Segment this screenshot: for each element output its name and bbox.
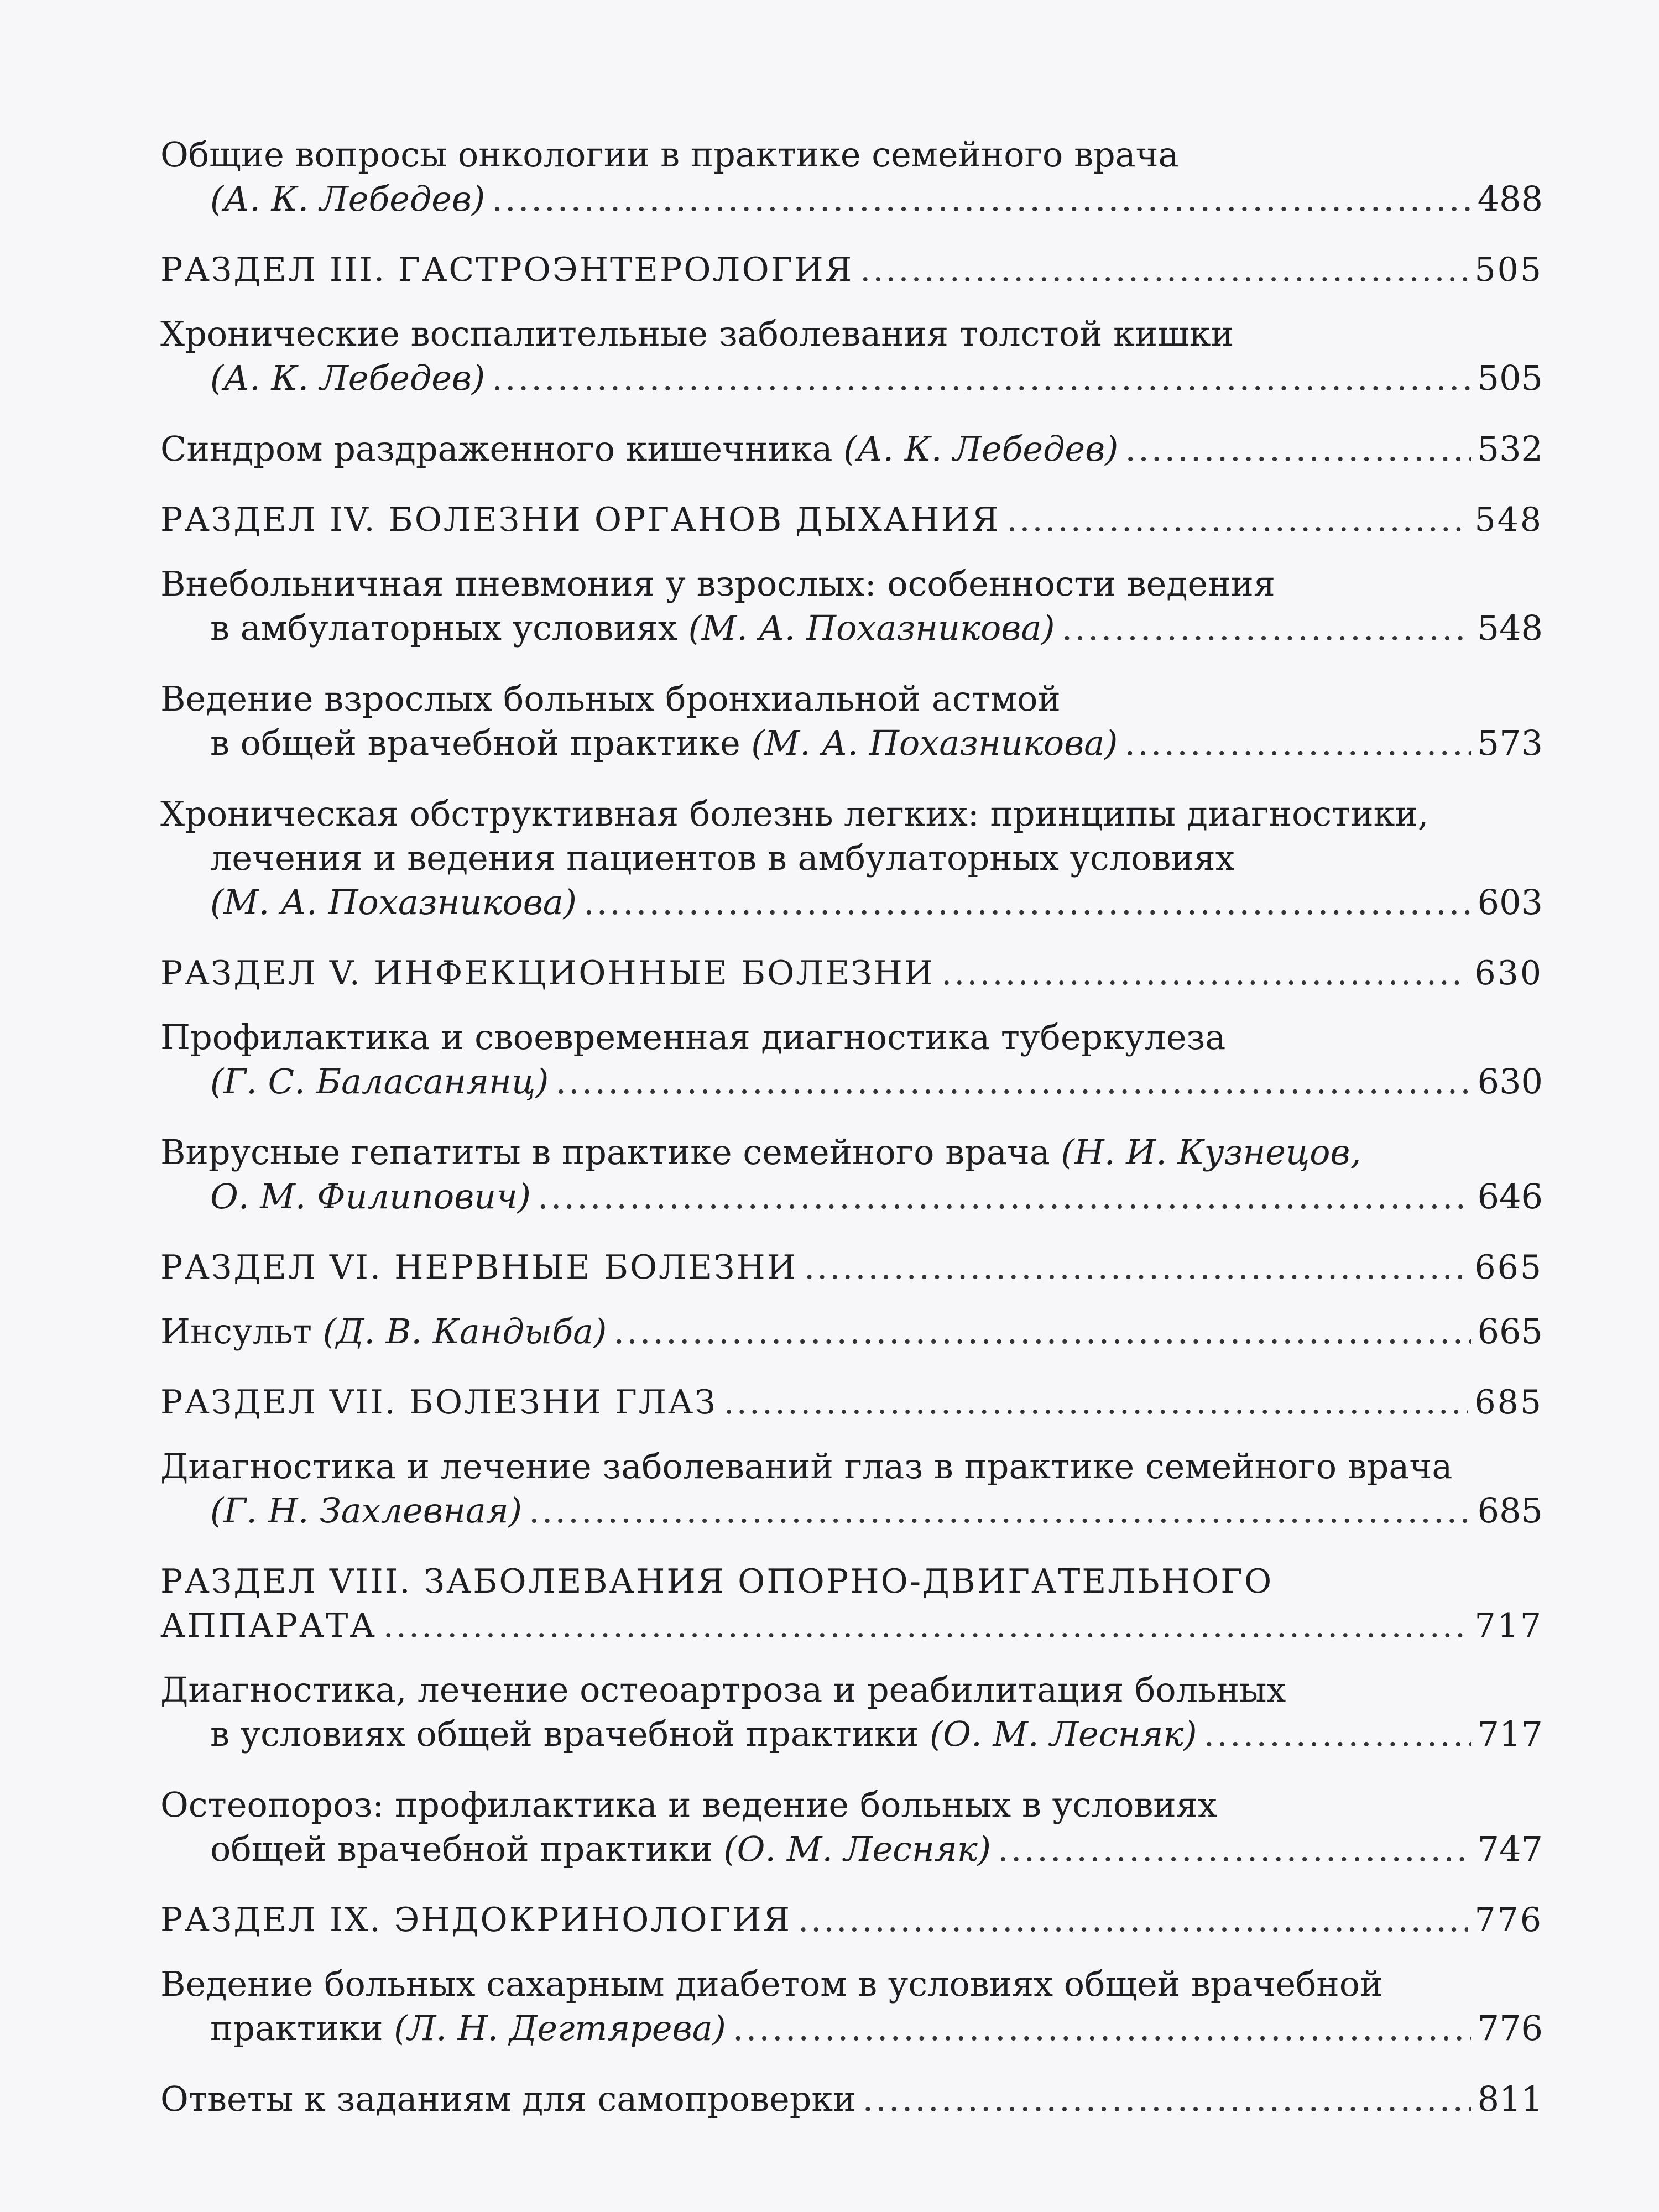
page-number: 717 — [1474, 1606, 1543, 1645]
entry-title — [160, 1559, 1273, 1604]
entry-title — [210, 1175, 531, 1219]
entry-title — [160, 1310, 607, 1354]
page-number: 603 — [1477, 882, 1543, 922]
toc-entry[interactable] — [160, 2077, 1543, 2121]
entry-author: О. М. Филипович) — [210, 1176, 531, 1217]
entry-text: РАЗДЕЛ VIII. ЗАБОЛЕВАНИЯ ОПОРНО-ДВИГАТЕЛЬНОГО — [160, 1562, 1274, 1601]
toc-line — [160, 356, 1543, 400]
entry-text: РАЗДЕЛ III. ГАСТРОЭНТЕРОЛОГИЯ — [160, 251, 854, 289]
page-number: 630 — [1474, 954, 1543, 993]
entry-author: (А. К. Лебедев) — [210, 358, 486, 398]
page-number: 747 — [1477, 1829, 1543, 1869]
page-number: 685 — [1477, 1490, 1543, 1531]
entry-author: (О. М. Лесняк) — [929, 1714, 1197, 1754]
toc-section[interactable] — [160, 248, 1543, 292]
toc-entry[interactable] — [160, 312, 1543, 400]
entry-title — [160, 248, 853, 292]
toc-line — [160, 1712, 1543, 1756]
toc-line — [160, 1130, 1543, 1175]
entry-text: РАЗДЕЛ V. ИНФЕКЦИОННЫЕ БОЛЕЗНИ — [160, 954, 935, 993]
page-number: 776 — [1477, 2008, 1543, 2048]
entry-title — [210, 606, 1055, 650]
entry-title — [160, 133, 1179, 177]
entry-text: Остеопороз: профилактика и ведение больных в условиях — [160, 1785, 1217, 1825]
toc-line — [160, 1668, 1543, 1712]
toc-entry[interactable] — [160, 792, 1543, 925]
entry-text: Ведение взрослых больных бронхиальной астмой — [160, 679, 1061, 719]
dot-leader — [492, 177, 1470, 221]
entry-text: Хроническая обструктивная болезнь легких: принципы диагностики, — [160, 794, 1429, 834]
page-number: 665 — [1474, 1248, 1543, 1287]
toc-section[interactable] — [160, 1245, 1543, 1290]
entry-title — [160, 427, 1118, 471]
entry-title — [210, 177, 485, 221]
entry-author: (М. А. Похазникова) — [751, 723, 1118, 763]
toc-entry[interactable] — [160, 1015, 1543, 1104]
entry-title — [160, 562, 1275, 606]
entry-text: Инсульт — [160, 1311, 323, 1352]
entry-text: в условиях общей врачебной практики — [210, 1714, 930, 1754]
toc-line — [160, 1898, 1543, 1942]
dot-leader — [724, 1380, 1468, 1425]
entry-title — [160, 1015, 1225, 1060]
toc-line — [160, 1015, 1543, 1060]
toc-line — [160, 1827, 1543, 1871]
table-of-contents — [160, 133, 1543, 2148]
entry-title — [210, 880, 577, 925]
entry-author: (О. М. Лесняк) — [723, 1829, 991, 1869]
entry-title — [210, 721, 1118, 765]
dot-leader — [998, 1827, 1471, 1871]
toc-entry[interactable] — [160, 133, 1543, 221]
toc-line — [160, 951, 1543, 995]
dot-leader — [529, 1489, 1471, 1533]
toc-line — [160, 133, 1543, 177]
toc-line — [160, 1310, 1543, 1354]
toc-entry[interactable] — [160, 677, 1543, 765]
toc-line — [160, 312, 1543, 356]
dot-leader — [941, 951, 1468, 995]
dot-leader — [1204, 1712, 1471, 1756]
entry-text: общей врачебной практики — [210, 1829, 724, 1869]
entry-title — [160, 498, 1000, 542]
entry-title — [210, 1489, 522, 1533]
toc-entry[interactable] — [160, 1310, 1543, 1354]
entry-text: Диагностика, лечение остеоартроза и реабилитация больных — [160, 1670, 1286, 1710]
dot-leader — [583, 880, 1471, 925]
toc-line — [160, 1489, 1543, 1533]
entry-text: Вирусные гепатиты в практике семейного врача — [160, 1132, 1061, 1172]
entry-text: Общие вопросы онкологии в практике семейного врача — [160, 134, 1179, 175]
page-number: 665 — [1477, 1311, 1543, 1352]
toc-line — [160, 2006, 1543, 2051]
toc-line — [160, 677, 1543, 721]
toc-entry[interactable] — [160, 427, 1543, 471]
entry-text: Профилактика и своевременная диагностика туберкулеза — [160, 1017, 1226, 1057]
dot-leader — [798, 1898, 1468, 1942]
page-number: 685 — [1474, 1383, 1543, 1422]
dot-leader — [1124, 721, 1470, 765]
page-number: 776 — [1474, 1901, 1543, 1939]
entry-text: практики — [210, 2008, 394, 2048]
entry-text: в амбулаторных условиях — [210, 608, 688, 648]
entry-title — [160, 792, 1428, 836]
page-number: 630 — [1477, 1061, 1543, 1102]
toc-entry[interactable] — [160, 1783, 1543, 1871]
entry-text: Ведение больных сахарным диабетом в условиях общей врачебной — [160, 1964, 1383, 2004]
entry-title — [160, 1130, 1361, 1175]
dot-leader — [1006, 498, 1468, 542]
entry-text: РАЗДЕЛ VI. НЕРВНЫЕ БОЛЕЗНИ — [160, 1248, 798, 1287]
entry-author: (Г. Н. Захлевная) — [210, 1490, 522, 1531]
toc-line — [160, 1380, 1543, 1425]
toc-section[interactable] — [160, 1559, 1543, 1648]
toc-entry[interactable] — [160, 1130, 1543, 1219]
dot-leader — [492, 356, 1470, 400]
toc-line — [160, 1175, 1543, 1219]
dot-leader — [538, 1175, 1471, 1219]
entry-title — [160, 312, 1234, 356]
toc-line — [160, 721, 1543, 765]
page-number: 573 — [1477, 723, 1543, 763]
entry-title — [160, 1604, 377, 1648]
toc-entry[interactable] — [160, 1444, 1543, 1533]
toc-entry[interactable] — [160, 1962, 1543, 2051]
entry-text: РАЗДЕЛ IX. ЭНДОКРИНОЛОГИЯ — [160, 1901, 792, 1939]
toc-section[interactable] — [160, 498, 1543, 542]
page-number: 811 — [1477, 2079, 1543, 2119]
entry-text: в общей врачебной практике — [210, 723, 752, 763]
entry-author: (Л. Н. Дегтярева) — [394, 2008, 726, 2048]
page-number: 532 — [1477, 429, 1543, 469]
entry-author: (А. К. Лебедев) — [843, 429, 1119, 469]
toc-line — [160, 836, 1543, 880]
entry-text: Синдром раздраженного кишечника — [160, 429, 844, 469]
entry-text: Внебольничная пневмония у взрослых: особенности ведения — [160, 564, 1275, 604]
toc-line — [160, 1962, 1543, 2006]
entry-title — [210, 836, 1235, 880]
entry-title — [160, 1898, 791, 1942]
toc-line — [160, 1559, 1543, 1604]
dot-leader — [804, 1245, 1468, 1290]
dot-leader — [613, 1310, 1470, 1354]
entry-title — [160, 677, 1061, 721]
toc-line — [160, 792, 1543, 836]
page-number: 548 — [1477, 608, 1543, 648]
entry-title — [210, 1712, 1197, 1756]
page-number: 505 — [1477, 358, 1543, 398]
toc-line — [160, 1060, 1543, 1104]
toc-line — [160, 248, 1543, 292]
entry-title — [160, 1668, 1286, 1712]
toc-line — [160, 1783, 1543, 1827]
toc-section[interactable] — [160, 1380, 1543, 1425]
entry-title — [160, 1380, 717, 1425]
toc-section[interactable] — [160, 1898, 1543, 1942]
entry-title — [210, 2006, 726, 2051]
dot-leader — [733, 2006, 1471, 2051]
dot-leader — [1125, 427, 1470, 471]
toc-entry[interactable] — [160, 1668, 1543, 1756]
entry-text: АППАРАТА — [160, 1606, 377, 1645]
entry-author: (А. К. Лебедев) — [210, 179, 486, 219]
entry-title — [160, 1783, 1217, 1827]
page-number: 646 — [1477, 1176, 1543, 1217]
entry-title — [160, 951, 935, 995]
entry-text: Хронические воспалительные заболевания толстой кишки — [160, 314, 1234, 354]
toc-line — [160, 177, 1543, 221]
toc-entry[interactable] — [160, 562, 1543, 650]
page-number: 488 — [1477, 179, 1543, 219]
toc-line — [160, 2077, 1543, 2121]
page-number: 717 — [1477, 1714, 1543, 1754]
toc-line — [160, 427, 1543, 471]
dot-leader — [860, 248, 1468, 292]
entry-author: (Н. И. Кузнецов, — [1061, 1132, 1361, 1172]
entry-title — [210, 1060, 549, 1104]
entry-author: (Г. С. Баласанянц) — [210, 1061, 549, 1102]
toc-line — [160, 498, 1543, 542]
entry-text: лечения и ведения пациентов в амбулаторных условиях — [210, 838, 1235, 878]
toc-section[interactable] — [160, 951, 1543, 995]
page-number: 505 — [1474, 251, 1543, 289]
entry-author: (М. А. Похазникова) — [688, 608, 1055, 648]
entry-text: РАЗДЕЛ IV. БОЛЕЗНИ ОРГАНОВ ДЫХАНИЯ — [160, 500, 1000, 539]
toc-line — [160, 562, 1543, 606]
entry-author: (Д. В. Кандыба) — [322, 1311, 607, 1352]
dot-leader — [862, 2077, 1470, 2121]
toc-line — [160, 1245, 1543, 1290]
toc-line — [160, 1444, 1543, 1489]
entry-title — [160, 1962, 1383, 2006]
entry-text: Ответы к заданиям для самопроверки — [160, 2079, 856, 2119]
entry-author: (М. А. Похазникова) — [210, 882, 577, 922]
entry-text: РАЗДЕЛ VII. БОЛЕЗНИ ГЛАЗ — [160, 1383, 717, 1422]
dot-leader — [555, 1060, 1470, 1104]
entry-title — [210, 356, 485, 400]
entry-title — [160, 1444, 1452, 1489]
entry-title — [210, 1827, 991, 1871]
dot-leader — [383, 1604, 1468, 1648]
entry-text: Диагностика и лечение заболеваний глаз в практике семейного врача — [160, 1446, 1453, 1486]
entry-title — [160, 1245, 797, 1290]
toc-line — [160, 606, 1543, 650]
entry-title — [160, 2077, 855, 2121]
dot-leader — [1062, 606, 1471, 650]
page-number: 548 — [1474, 500, 1543, 539]
toc-line — [160, 1604, 1543, 1648]
toc-line — [160, 880, 1543, 925]
